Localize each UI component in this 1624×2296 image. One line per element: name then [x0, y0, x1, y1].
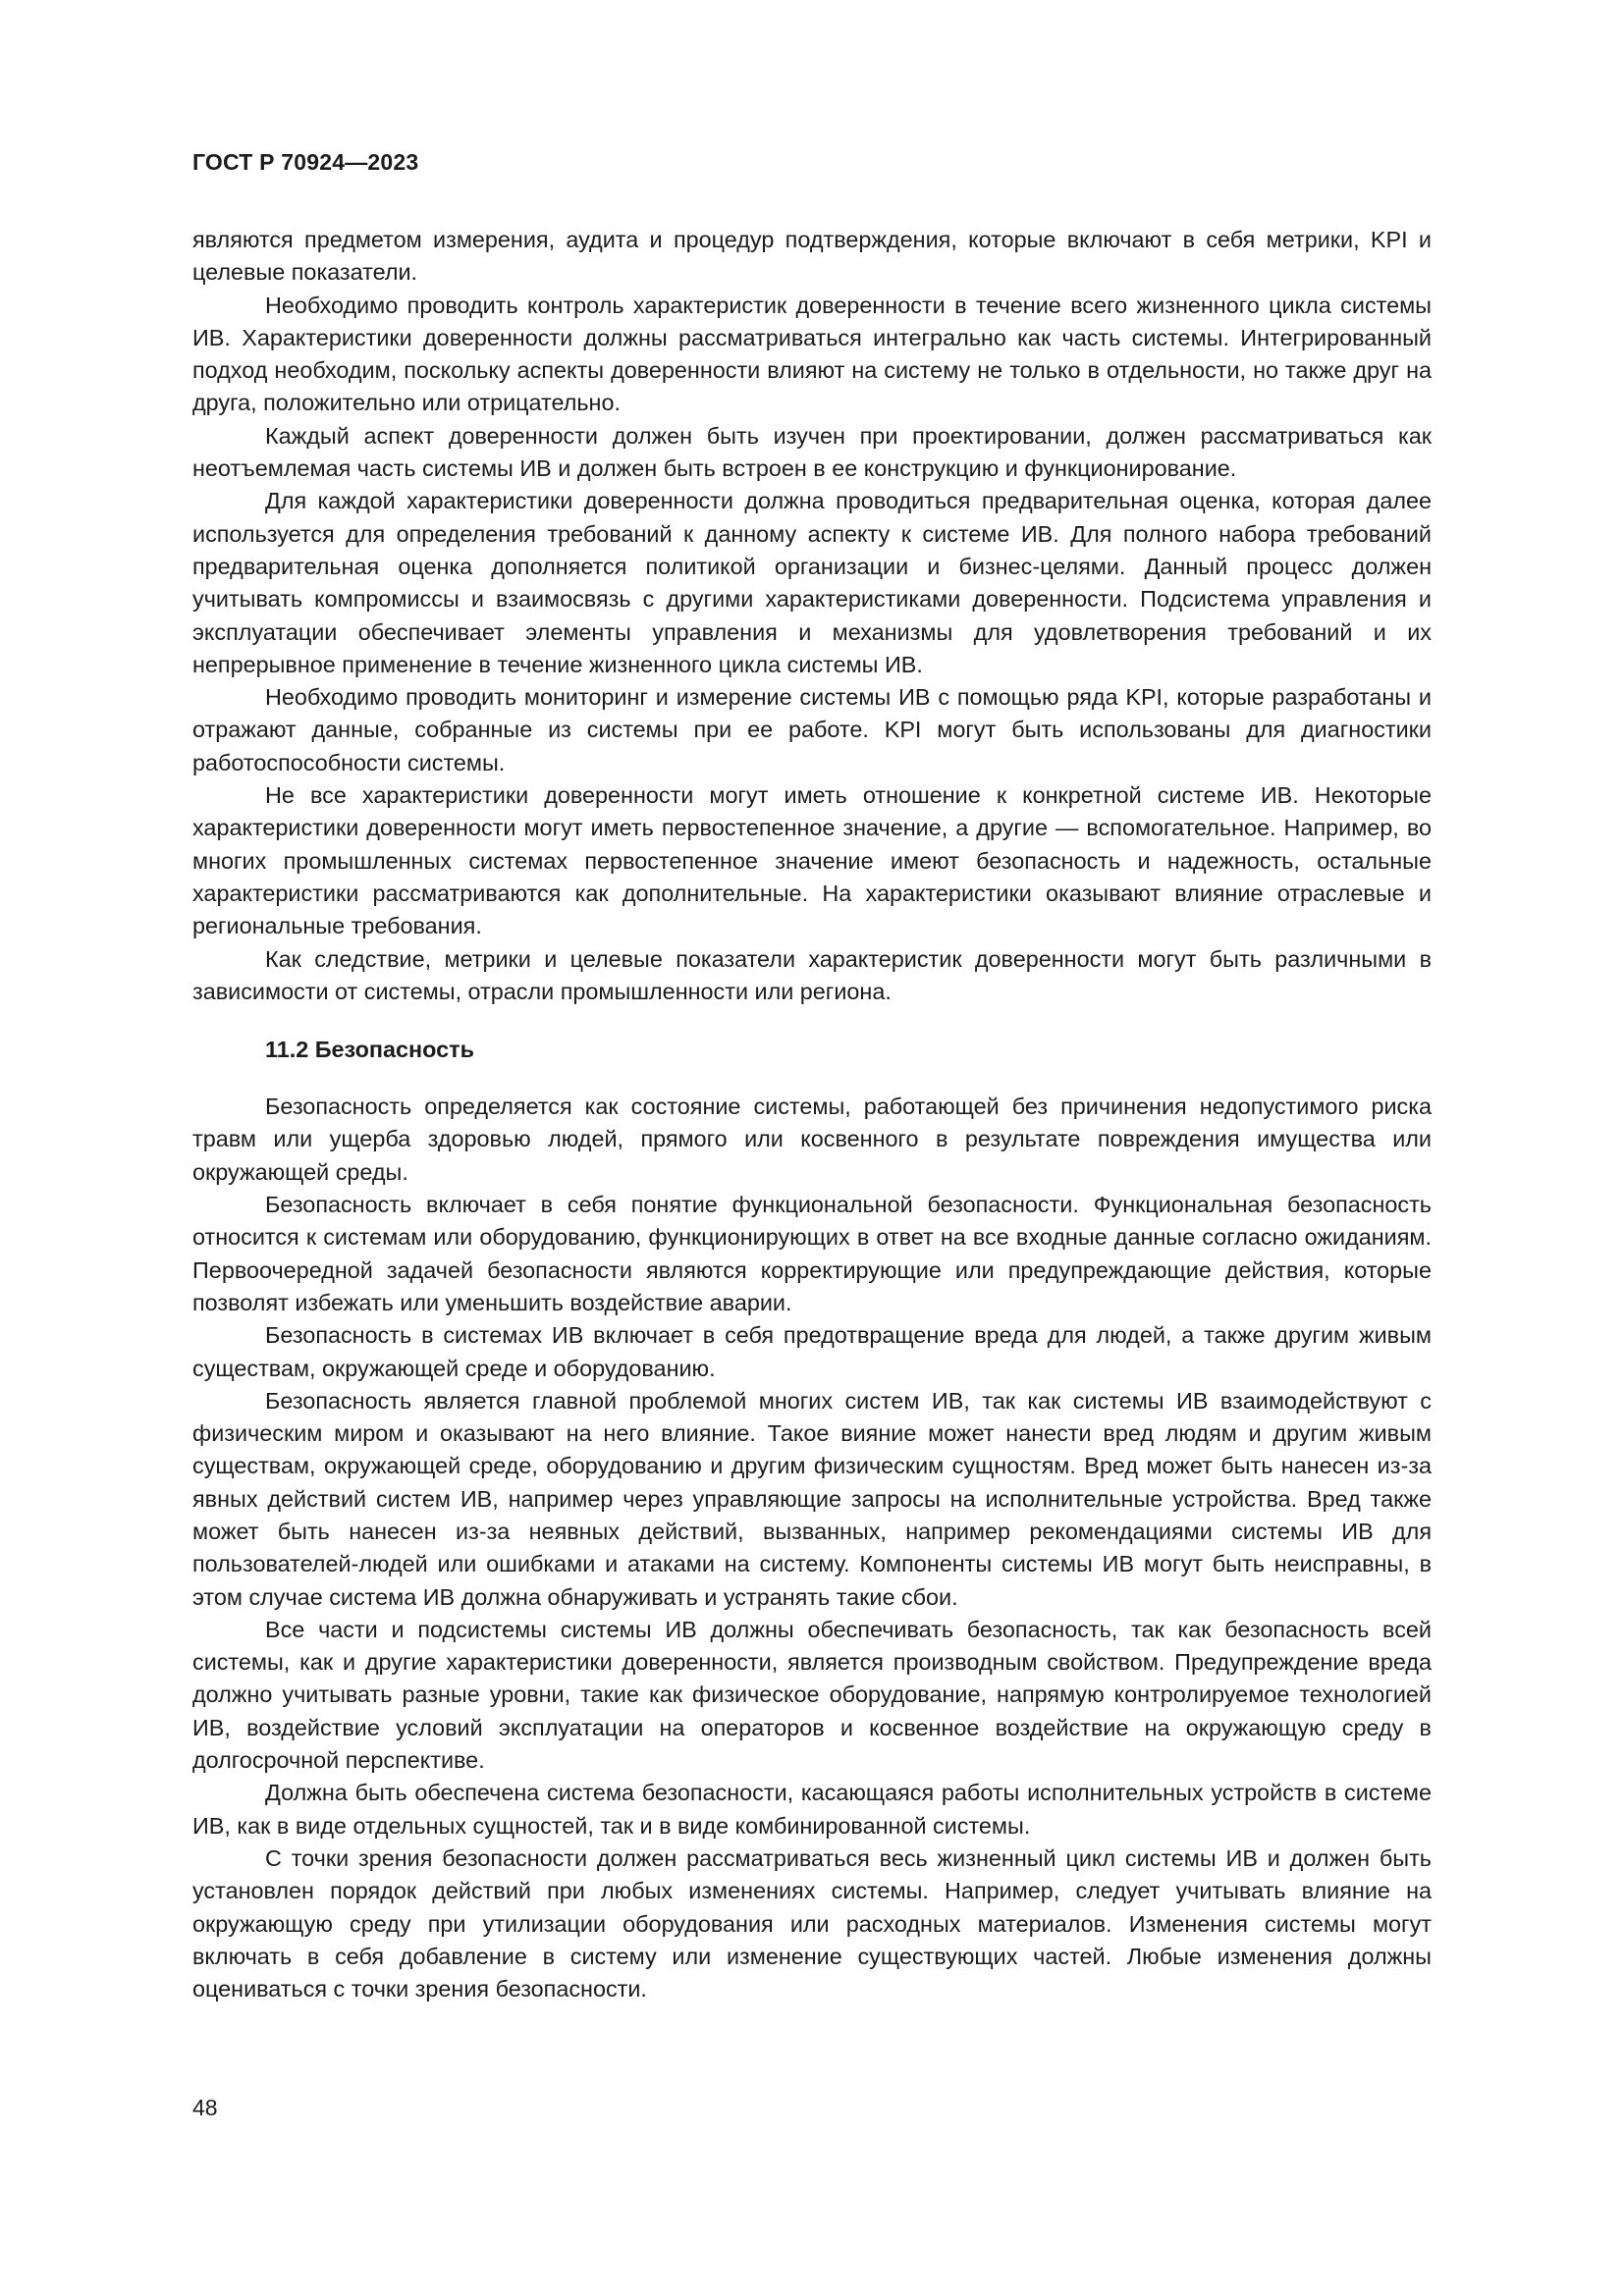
- paragraph: Как следствие, метрики и целевые показатели характеристик доверенности могут быть различными в зависимости от системы, отрасли промышленности или региона.: [192, 945, 1432, 1004]
- paragraph: С точки зрения безопасности должен рассматриваться весь жизненный цикл системы ИВ и должен быть установлен порядок действий при любых изменениях системы. Например, следует учитывать влияние на окружающую среду при утилизации оборудования или расходных материалов. Изменения системы могут включать в себя добавление в систему или изменение существующих частей. Любые изменения должны оцениваться с точки зрения безопасности.: [192, 1844, 1432, 2002]
- paragraph: Безопасность определяется как состояние системы, работающей без причинения недопустимого риска травм или ущерба здоровью людей, прямого или косвенного в результате повреждения имущества или окружающей среды.: [192, 1094, 1432, 1185]
- section-heading: 11.2 Безопасность: [265, 1037, 474, 1063]
- paragraph: Для каждой характеристики доверенности должна проводиться предварительная оценка, которая далее используется для определения требований к данному аспекту к системе ИВ. Для полного набора требований предварительная оценка дополняется политикой организации и бизнес-целями. Данный процесс должен учитывать компромиссы и взаимосвязь с другими характеристиками доверенности. Подсистема управления и эксплуатации обеспечивает элементы управления и механизмы для удовлетворения требований и их непрерывное применение в течение жизненного цикла системы ИВ.: [192, 488, 1432, 677]
- page-number: 48: [192, 2095, 218, 2120]
- paragraph: Необходимо проводить контроль характеристик доверенности в течение всего жизненного цикла системы ИВ. Характеристики доверенности должны рассматриваться интегрально как часть системы. Интегрированный подход необходим, поскольку аспекты доверенности влияют на систему не только в отдельности, но также друг на друга, положительно или отрицательно.: [192, 292, 1432, 416]
- page-content: [192, 224, 1432, 2005]
- paragraph: Безопасность является главной проблемой многих систем ИВ, так как системы ИВ взаимодействуют с физическим миром и оказывают на него влияние. Такое вияние может нанести вред людям и другим живым существам, окружающей среде, оборудованию и другим физическим сущностям. Вред может быть нанесен из-за явных действий систем ИВ, например через управляющие запросы на исполнительные устройства. Вред также может быть нанесен из-за неявных действий, вызванных, например рекомендациями системы ИВ для пользователей-людей или ошибками и атаками на систему. Компоненты системы ИВ могут быть неисправны, в этом случае система ИВ должна обнаруживать и устранять такие сбои.: [192, 1387, 1432, 1610]
- paragraph: Не все характеристики доверенности могут иметь отношение к конкретной системе ИВ. Некоторые характеристики доверенности могут иметь первостепенное значение, а другие — вспомогательное. Например, во многих промышленных системах первостепенное значение имеют безопасность и надежность, остальные характеристики рассматриваются как дополнительные. На характеристики оказывают влияние отраслевые и региональные требования.: [192, 782, 1432, 939]
- paragraph: Необходимо проводить мониторинг и измерение системы ИВ с помощью ряда KPI, которые разработаны и отражают данные, собранные из системы при ее работе. KPI могут быть использованы для диагностики работоспособности системы.: [192, 684, 1432, 775]
- standard-code-header: ГОСТ Р 70924—2023: [192, 149, 419, 175]
- paragraph: Должна быть обеспечена система безопасности, касающаяся работы исполнительных устройств в системе ИВ, как в виде отдельных сущностей, так и в виде комбинированной системы.: [192, 1780, 1432, 1839]
- paragraph-continued: являются предметом измерения, аудита и процедур подтверждения, которые включают в себя метрики, KPI и целевые показатели.: [192, 227, 1432, 286]
- paragraph: Все части и подсистемы системы ИВ должны обеспечивать безопасность, так как безопасность всей системы, как и другие характеристики доверенности, является производным свойством. Предупреждение вреда должно учитывать разные уровни, такие как физическое оборудование, напрямую контролируемое технологией ИВ, воздействие условий эксплуатации на операторов и косвенное воздействие на окружающую среду в долгосрочной перспективе.: [192, 1616, 1432, 1774]
- paragraph: Каждый аспект доверенности должен быть изучен при проектировании, должен рассматриваться как неотъемлемая часть системы ИВ и должен быть встроен в ее конструкцию и функционирование.: [192, 422, 1432, 482]
- paragraph: Безопасность включает в себя понятие функциональной безопасности. Функциональная безопасность относится к системам или оборудованию, функционирующих в ответ на все входные данные согласно ожиданиям. Первоочередной задачей безопасности являются корректирующие или предупреждающие действия, которые позволят избежать или уменьшить воздействие аварии.: [192, 1192, 1432, 1315]
- paragraph: Безопасность в системах ИВ включает в себя предотвращение вреда для людей, а также другим живым существам, окружающей среде и оборудованию.: [192, 1322, 1432, 1381]
